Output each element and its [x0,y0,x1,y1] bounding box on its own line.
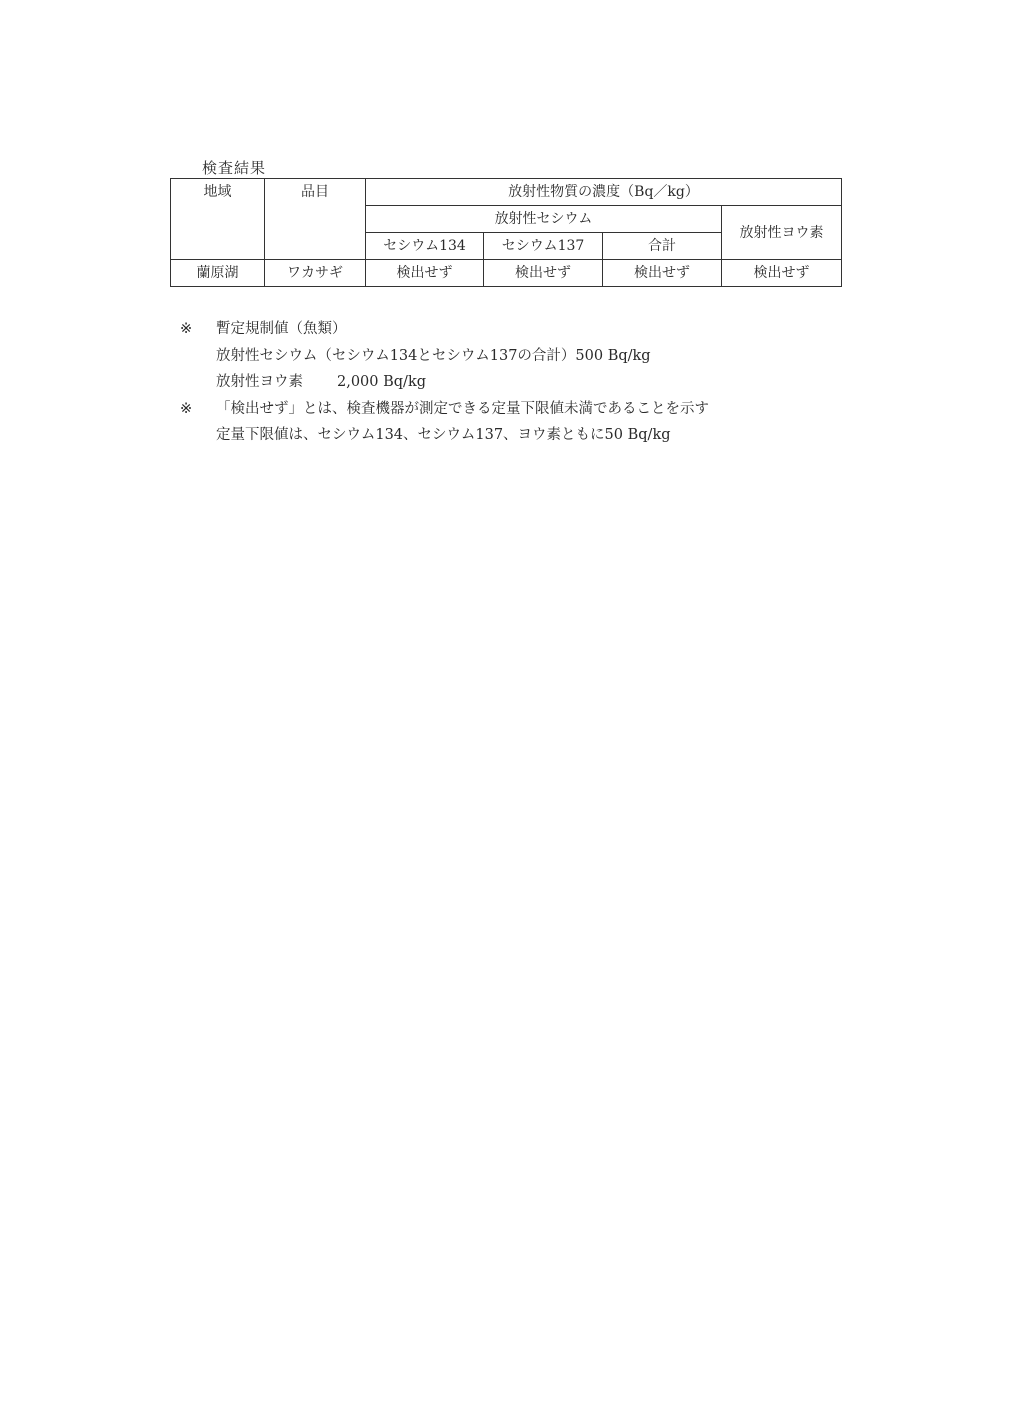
cell-total: 検出せず [603,260,722,287]
lower-limit: 定量下限値は、セシウム134、セシウム137、ヨウ素ともに50 Bq/kg [216,427,671,443]
cesium-limit: 放射性セシウム（セシウム134とセシウム137の合計）500 Bq/kg [216,347,651,364]
iodine-limit [180,369,709,396]
header-iodine: 放射性ヨウ素 [722,206,842,260]
header-item: 品目 [265,179,366,260]
header-total: 合計 [603,233,722,260]
header-cs134: セシウム134 [366,233,484,260]
header-cs137: セシウム137 [484,233,603,260]
cell-iodine: 検出せず [722,260,842,287]
note-mark: ※ [180,400,193,417]
header-region: 地域 [171,179,265,260]
note-limit [180,316,709,343]
results-table [170,178,842,287]
cell-item: ワカサギ [265,260,366,287]
not-detected-text: 「検出せず」とは、検査機器が測定できる定量下限値未満であることを示す [216,400,709,417]
cell-region: 蘭原湖 [171,260,265,287]
cell-cs137: 検出せず [484,260,603,287]
note-mark: ※ [180,321,193,337]
header-concentration: 放射性物質の濃度（Bq／kg） [366,179,842,206]
header-cesium: 放射性セシウム [366,206,722,233]
limit-title: 暫定規制値（魚類） [216,321,347,337]
notes [180,316,709,449]
cell-cs134: 検出せず [366,260,484,287]
table-row [171,260,842,287]
results-caption: 検査結果 [202,159,267,177]
iodine-limit-value: 2,000 Bq/kg [337,374,427,390]
iodine-limit-label: 放射性ヨウ素 [216,374,303,390]
note-not-detected [180,396,709,423]
